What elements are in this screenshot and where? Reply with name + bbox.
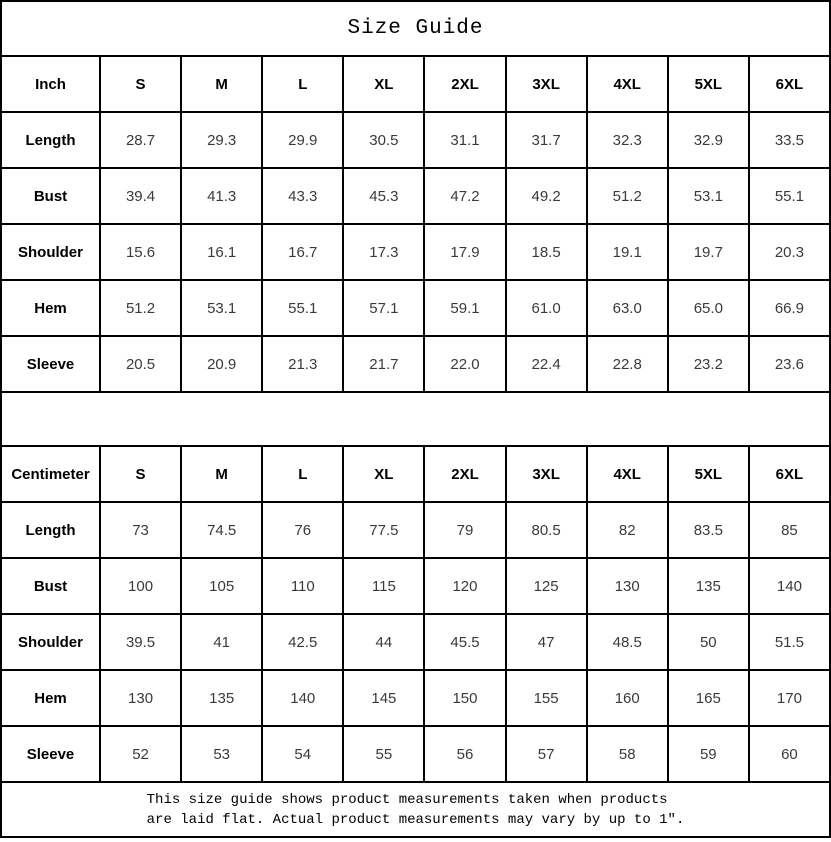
measurement-value: 74.5: [181, 502, 262, 558]
size-header-cell: 5XL: [668, 56, 749, 112]
measurement-value: 44: [343, 614, 424, 670]
measurement-value: 55.1: [749, 168, 830, 224]
measurement-value: 22.0: [424, 336, 505, 392]
measurement-value: 52: [100, 726, 181, 782]
measurement-value: 23.2: [668, 336, 749, 392]
size-header-cell: L: [262, 56, 343, 112]
measurement-value: 21.3: [262, 336, 343, 392]
measurement-label: Hem: [1, 670, 100, 726]
measurement-value: 55.1: [262, 280, 343, 336]
measurement-value: 51.2: [587, 168, 668, 224]
measurement-value: 17.9: [424, 224, 505, 280]
measurement-label: Sleeve: [1, 336, 100, 392]
measurement-label: Bust: [1, 558, 100, 614]
size-header-cell: S: [100, 446, 181, 502]
measurement-value: 54: [262, 726, 343, 782]
measurement-value: 140: [262, 670, 343, 726]
size-header-row: [1, 56, 830, 112]
measurement-value: 57: [506, 726, 587, 782]
measurement-value: 19.7: [668, 224, 749, 280]
measurement-value: 23.6: [749, 336, 830, 392]
measurement-value: 83.5: [668, 502, 749, 558]
measurement-value: 63.0: [587, 280, 668, 336]
measurement-value: 45.5: [424, 614, 505, 670]
measurement-value: 28.7: [100, 112, 181, 168]
measurement-row: [1, 280, 830, 336]
measurement-value: 39.4: [100, 168, 181, 224]
measurement-value: 17.3: [343, 224, 424, 280]
measurement-row: [1, 558, 830, 614]
measurement-value: 120: [424, 558, 505, 614]
inch-section: [1, 56, 830, 392]
size-header-cell: 4XL: [587, 446, 668, 502]
measurement-value: 41: [181, 614, 262, 670]
measurement-value: 61.0: [506, 280, 587, 336]
measurement-value: 41.3: [181, 168, 262, 224]
measurement-value: 30.5: [343, 112, 424, 168]
measurement-value: 130: [587, 558, 668, 614]
measurement-value: 51.5: [749, 614, 830, 670]
measurement-value: 47.2: [424, 168, 505, 224]
page-title: Size Guide: [1, 1, 830, 56]
measurement-value: 57.1: [343, 280, 424, 336]
measurement-value: 22.8: [587, 336, 668, 392]
measurement-value: 165: [668, 670, 749, 726]
size-header-cell: M: [181, 56, 262, 112]
measurement-value: 31.7: [506, 112, 587, 168]
measurement-value: 47: [506, 614, 587, 670]
measurement-value: 58: [587, 726, 668, 782]
size-header-cell: 6XL: [749, 56, 830, 112]
measurement-value: 49.2: [506, 168, 587, 224]
measurement-label: Bust: [1, 168, 100, 224]
footer-note-line1: This size guide shows product measurements taken when products: [146, 791, 668, 808]
measurement-value: 20.5: [100, 336, 181, 392]
measurement-value: 130: [100, 670, 181, 726]
size-header-cell: 4XL: [587, 56, 668, 112]
measurement-value: 80.5: [506, 502, 587, 558]
measurement-value: 135: [668, 558, 749, 614]
measurement-value: 140: [749, 558, 830, 614]
measurement-value: 55: [343, 726, 424, 782]
size-header-cell: L: [262, 446, 343, 502]
footer-note-cell: [1, 782, 830, 837]
centimeter-section: [1, 446, 830, 782]
measurement-value: 59: [668, 726, 749, 782]
size-header-cell: M: [181, 446, 262, 502]
measurement-value: 16.7: [262, 224, 343, 280]
footer-note: [147, 790, 685, 830]
measurement-value: 45.3: [343, 168, 424, 224]
size-header-cell: 5XL: [668, 446, 749, 502]
unit-header-cell: Centimeter: [1, 446, 100, 502]
measurement-label: Shoulder: [1, 224, 100, 280]
measurement-label: Length: [1, 112, 100, 168]
size-header-cell: XL: [343, 446, 424, 502]
measurement-value: 150: [424, 670, 505, 726]
size-header-cell: 2XL: [424, 56, 505, 112]
measurement-value: 51.2: [100, 280, 181, 336]
measurement-value: 29.3: [181, 112, 262, 168]
measurement-label: Shoulder: [1, 614, 100, 670]
measurement-label: Sleeve: [1, 726, 100, 782]
measurement-value: 135: [181, 670, 262, 726]
measurement-value: 82: [587, 502, 668, 558]
measurement-value: 16.1: [181, 224, 262, 280]
measurement-value: 110: [262, 558, 343, 614]
measurement-row: [1, 670, 830, 726]
size-header-cell: XL: [343, 56, 424, 112]
size-header-cell: 6XL: [749, 446, 830, 502]
measurement-value: 43.3: [262, 168, 343, 224]
measurement-value: 85: [749, 502, 830, 558]
measurement-value: 66.9: [749, 280, 830, 336]
footer-note-line2: are laid flat. Actual product measurements may vary by up to 1″.: [146, 811, 685, 828]
measurement-value: 22.4: [506, 336, 587, 392]
size-header-row: [1, 446, 830, 502]
measurement-row: [1, 502, 830, 558]
measurement-value: 33.5: [749, 112, 830, 168]
footer-row: [1, 782, 830, 837]
size-header-cell: S: [100, 56, 181, 112]
measurement-row: [1, 168, 830, 224]
measurement-value: 53: [181, 726, 262, 782]
measurement-value: 18.5: [506, 224, 587, 280]
measurement-label: Hem: [1, 280, 100, 336]
measurement-value: 19.1: [587, 224, 668, 280]
measurement-value: 115: [343, 558, 424, 614]
measurement-value: 50: [668, 614, 749, 670]
measurement-value: 48.5: [587, 614, 668, 670]
measurement-row: [1, 726, 830, 782]
measurement-value: 77.5: [343, 502, 424, 558]
measurement-value: 160: [587, 670, 668, 726]
measurement-value: 20.9: [181, 336, 262, 392]
title-row: [1, 1, 830, 56]
measurement-label: Length: [1, 502, 100, 558]
size-header-cell: 3XL: [506, 446, 587, 502]
measurement-value: 60: [749, 726, 830, 782]
measurement-row: [1, 112, 830, 168]
spacer-cell: [1, 392, 830, 446]
measurement-value: 32.3: [587, 112, 668, 168]
measurement-value: 20.3: [749, 224, 830, 280]
size-header-cell: 2XL: [424, 446, 505, 502]
measurement-value: 125: [506, 558, 587, 614]
measurement-value: 73: [100, 502, 181, 558]
measurement-value: 42.5: [262, 614, 343, 670]
measurement-value: 29.9: [262, 112, 343, 168]
measurement-value: 65.0: [668, 280, 749, 336]
measurement-value: 105: [181, 558, 262, 614]
measurement-value: 21.7: [343, 336, 424, 392]
measurement-value: 31.1: [424, 112, 505, 168]
measurement-row: [1, 614, 830, 670]
measurement-value: 100: [100, 558, 181, 614]
measurement-value: 76: [262, 502, 343, 558]
measurement-value: 170: [749, 670, 830, 726]
spacer-row: [1, 392, 830, 446]
measurement-row: [1, 336, 830, 392]
size-header-cell: 3XL: [506, 56, 587, 112]
measurement-value: 59.1: [424, 280, 505, 336]
measurement-value: 155: [506, 670, 587, 726]
unit-header-cell: Inch: [1, 56, 100, 112]
measurement-value: 53.1: [181, 280, 262, 336]
measurement-value: 39.5: [100, 614, 181, 670]
measurement-value: 32.9: [668, 112, 749, 168]
measurement-value: 56: [424, 726, 505, 782]
measurement-value: 145: [343, 670, 424, 726]
measurement-row: [1, 224, 830, 280]
measurement-value: 15.6: [100, 224, 181, 280]
measurement-value: 79: [424, 502, 505, 558]
measurement-value: 53.1: [668, 168, 749, 224]
